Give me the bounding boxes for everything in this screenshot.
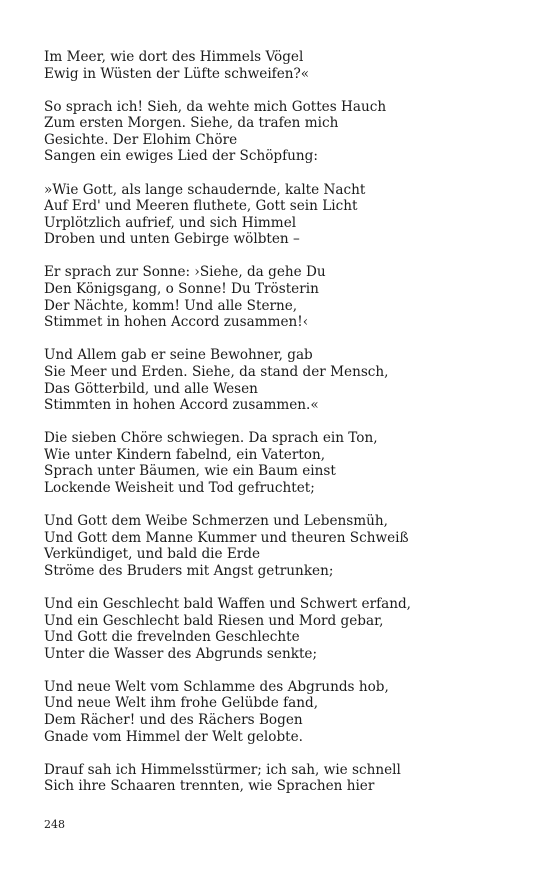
- verse-line: Die sieben Chöre schwiegen. Da sprach ein Ton,: [44, 430, 378, 447]
- stanza-5: [44, 347, 514, 413]
- verse-line: Und neue Welt vom Schlamme des Abgrunds hob,: [44, 678, 389, 695]
- verse-line: »Wie Gott, als lange schaudernde, kalte Nacht: [44, 181, 366, 198]
- verse-line: Verkündiget, und bald die Erde: [44, 546, 261, 563]
- verse-line: Auf Erd' und Meeren fluthete, Gott sein Licht: [44, 198, 358, 215]
- stanza-10: [44, 762, 514, 795]
- verse-line: Dem Rächer! und des Rächers Bogen: [44, 712, 303, 728]
- stanza-1: [44, 49, 514, 82]
- stanza-8: [44, 596, 514, 662]
- stanza-4: [44, 264, 514, 330]
- verse-line: So sprach ich! Sieh, da wehte mich Gottes Hauch: [44, 98, 387, 115]
- verse-line: Sich ihre Schaaren trennten, wie Sprachen hier: [44, 778, 375, 795]
- verse-line: Und neue Welt ihm frohe Gelübde fand,: [44, 695, 319, 712]
- verse-line: Stimmten in hohen Accord zusammen.«: [44, 397, 319, 414]
- verse-line: Stimmet in hohen Accord zusammen!‹: [44, 314, 309, 331]
- verse-line: Und Gott die frevelnden Geschlechte: [44, 629, 300, 646]
- verse-line: Sprach unter Bäumen, wie ein Baum einst: [44, 463, 336, 480]
- verse-line: Lockende Weisheit und Tod gefruchtet;: [44, 479, 315, 496]
- verse-line: Der Nächte, komm! Und alle Sterne,: [44, 297, 298, 314]
- stanza-6: [44, 430, 514, 496]
- verse-line: Droben und unten Gebirge wölbten –: [44, 231, 300, 248]
- stanza-9: [44, 679, 514, 745]
- verse-line: Ewig in Wüsten der Lüfte schweifen?«: [44, 65, 310, 82]
- verse-line: Das Götterbild, und alle Wesen: [44, 380, 258, 397]
- verse-line: Und Allem gab er seine Bewohner, gab: [44, 347, 313, 364]
- verse-line: Zum ersten Morgen. Siehe, da trafen mich: [44, 115, 339, 132]
- verse-line: Er sprach zur Sonne: ›Siehe, da gehe Du: [44, 264, 326, 281]
- poem-text: [44, 49, 514, 811]
- stanza-7: [44, 513, 514, 579]
- verse-line: Den Königsgang, o Sonne! Du Trösterin: [44, 281, 319, 298]
- verse-line: Wie unter Kindern fabelnd, ein Vaterton,: [44, 446, 326, 463]
- verse-line: Unter die Wasser des Abgrunds senkte;: [44, 645, 318, 662]
- verse-line: Gnade vom Himmel der Welt gelobte.: [44, 728, 303, 745]
- verse-line: Im Meer, wie dort des Himmels Vögel: [44, 49, 304, 65]
- verse-line: Und Gott dem Weibe Schmerzen und Lebensmüh,: [44, 513, 389, 530]
- stanza-2: [44, 99, 514, 165]
- verse-line: Und ein Geschlecht bald Riesen und Mord gebar,: [44, 612, 384, 629]
- page-number: 248: [44, 818, 65, 831]
- stanza-3: [44, 182, 514, 248]
- verse-line: Sie Meer und Erden. Siehe, da stand der Mensch,: [44, 363, 389, 380]
- verse-line: Urplötzlich aufrief, und sich Himmel: [44, 214, 297, 231]
- verse-line: Sangen ein ewiges Lied der Schöpfung:: [44, 148, 318, 165]
- verse-line: Und ein Geschlecht bald Waffen und Schwert erfand,: [44, 595, 411, 612]
- verse-line: Drauf sah ich Himmelsstürmer; ich sah, wie schnell: [44, 761, 401, 778]
- verse-line: Und Gott dem Manne Kummer und theuren Schweiß: [44, 529, 409, 546]
- verse-line: Ströme des Bruders mit Angst getrunken;: [44, 562, 334, 579]
- verse-line: Gesichte. Der Elohim Chöre: [44, 131, 238, 148]
